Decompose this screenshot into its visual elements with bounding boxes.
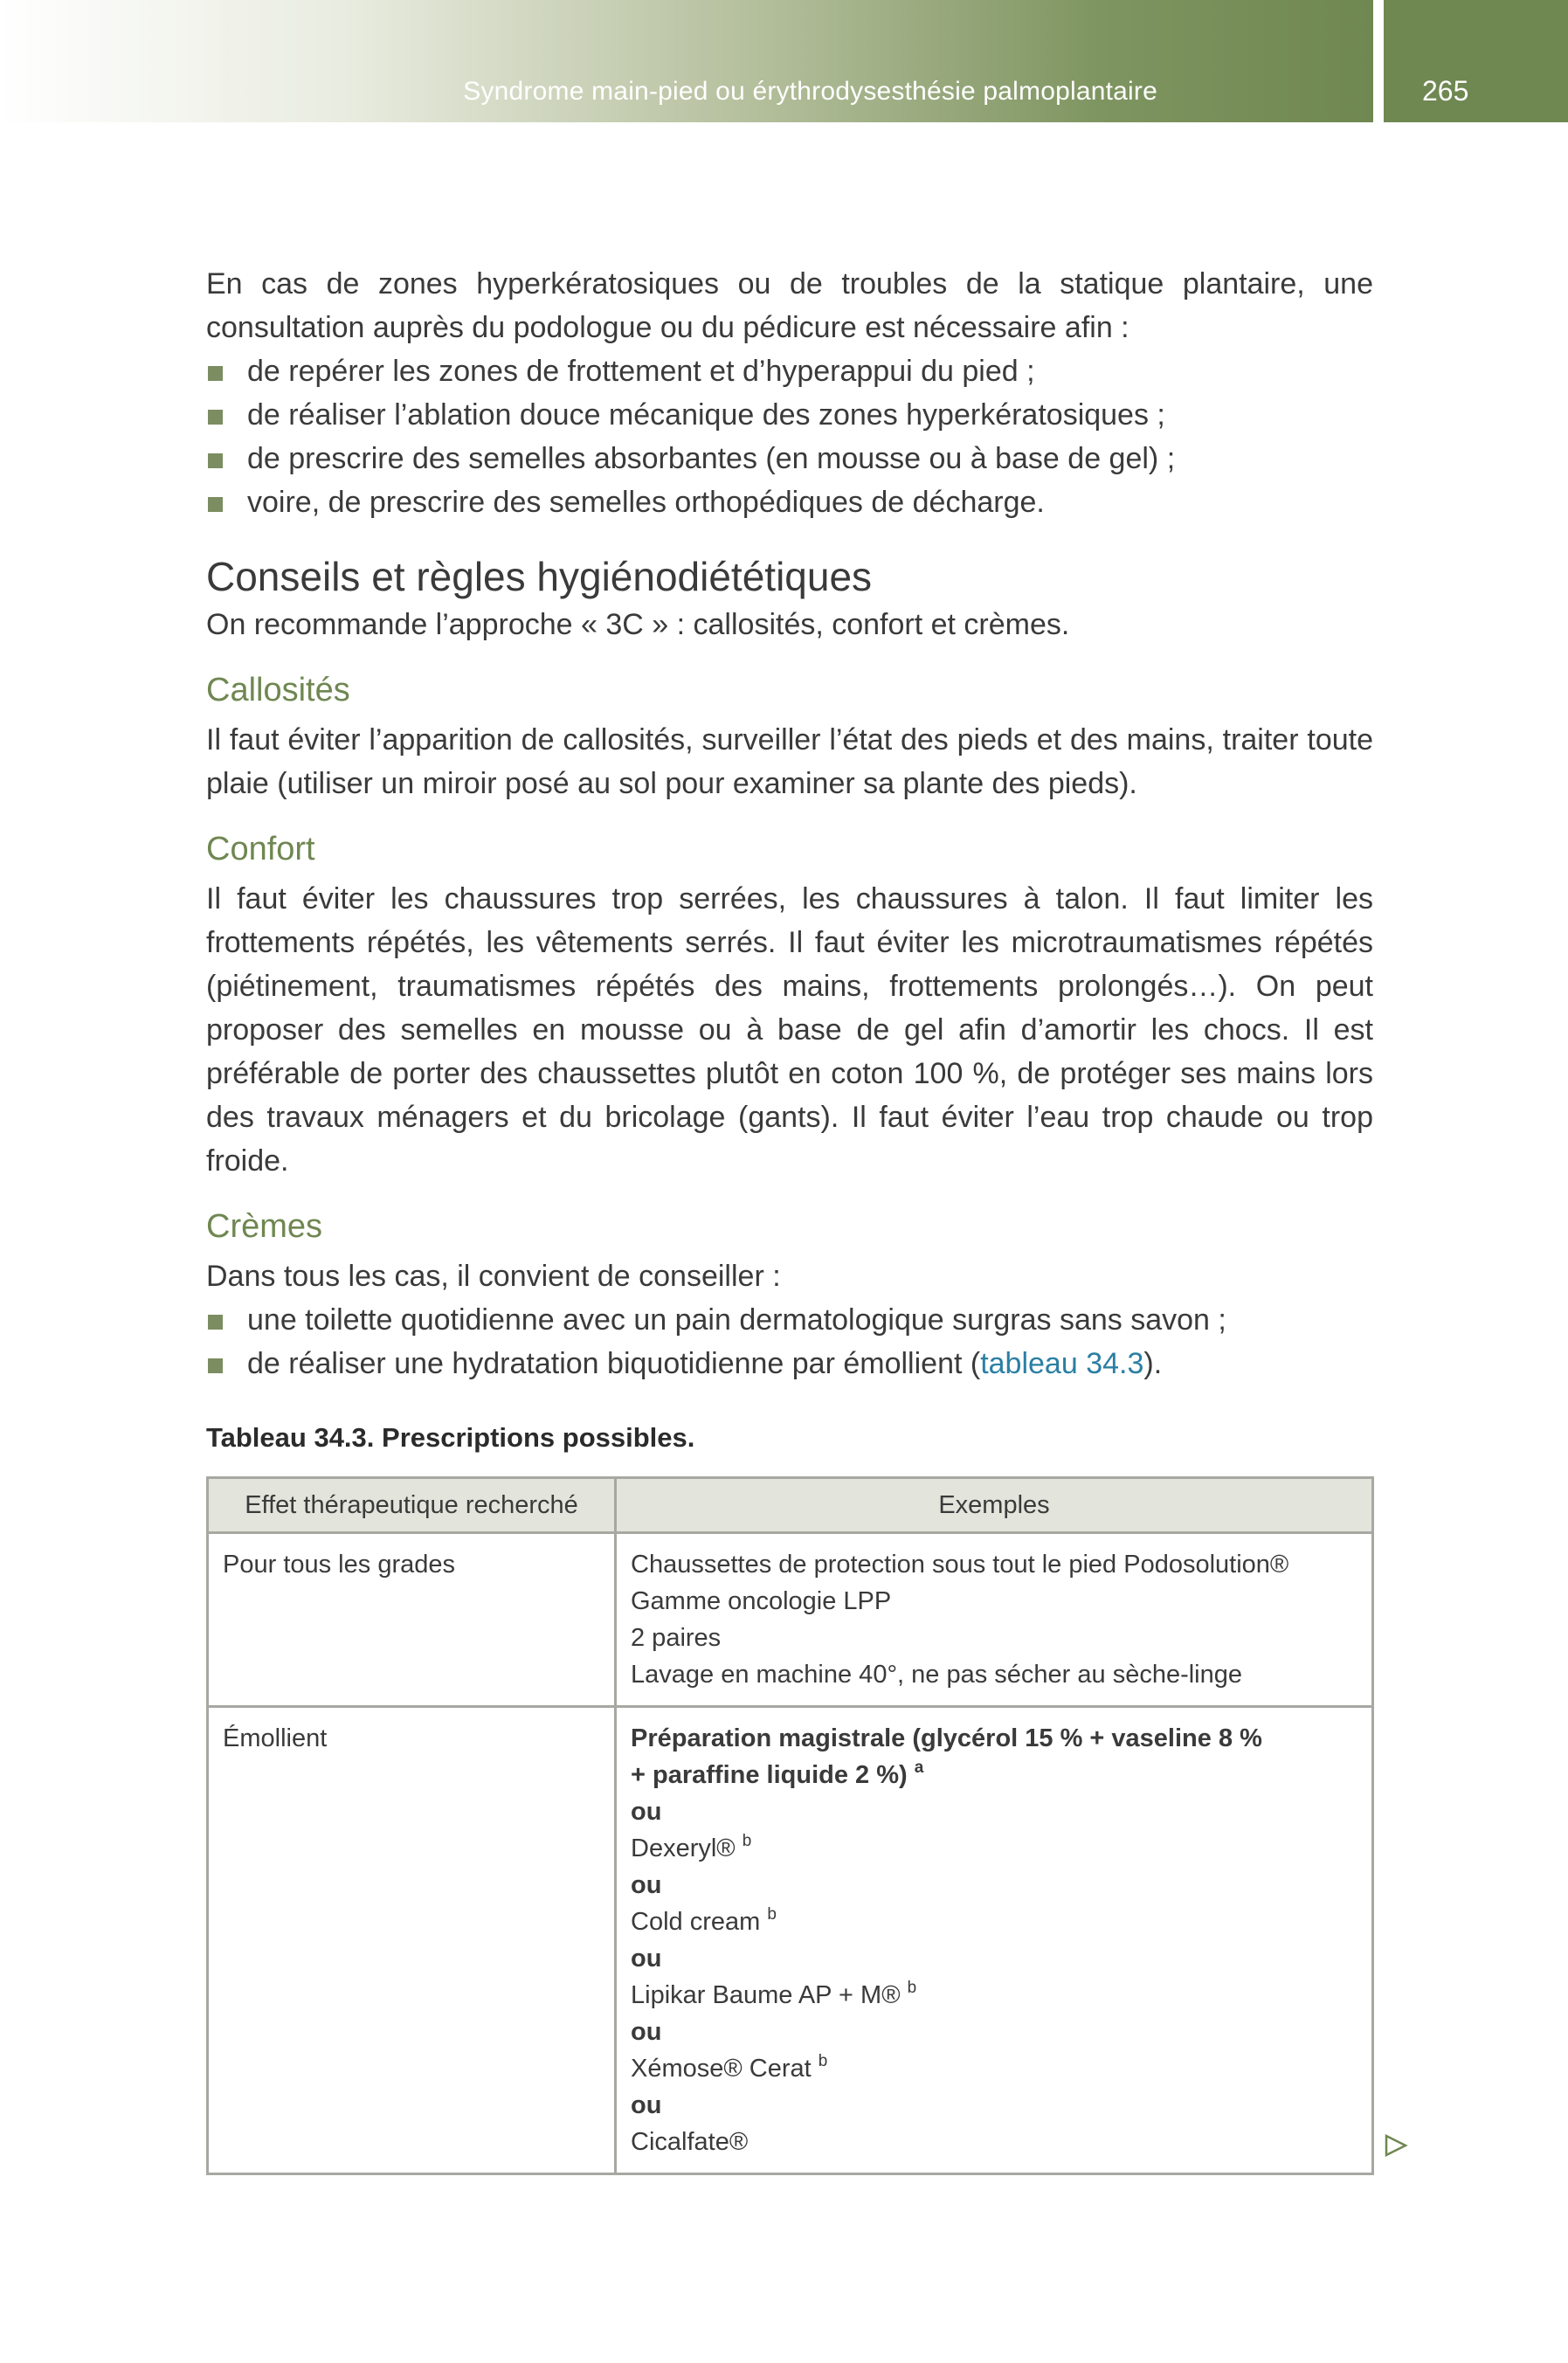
example-line: 2 paires — [631, 1624, 722, 1652]
table-reference-link[interactable]: tableau 34.3 — [980, 1347, 1144, 1380]
list-item: une toilette quotidienne avec un pain dermatologique surgras sans savon ; — [206, 1298, 1373, 1342]
example-line: Lavage en machine 40°, ne pas sécher au sèche-linge — [631, 1661, 1243, 1689]
table-cell-examples — [616, 1707, 1373, 2174]
section-lead: On recommande l’approche « 3C » : callosités, confort et crèmes. — [206, 608, 1070, 641]
footnote-marker: b — [907, 1979, 917, 1997]
list-item: de prescrire des semelles absorbantes (en mousse ou à base de gel) ; — [206, 437, 1373, 480]
or-separator: ou — [631, 1798, 662, 1826]
running-header-title: Syndrome main-pied ou érythrodysesthésie palmoplantaire — [463, 77, 1157, 106]
column-header-effect: Effet thérapeutique recherché — [208, 1478, 616, 1533]
list-item: de réaliser une hydratation biquotidienne par émollient (tableau 34.3). — [206, 1342, 1373, 1385]
callosites-paragraph: Il faut éviter l’apparition de callosités, surveiller l’état des pieds et des mains, traiter toute plaie (utiliser un miroir posé au sol pour examiner sa plante des pieds). — [206, 723, 1373, 800]
subsection-title-cremes: Crèmes — [206, 1208, 323, 1245]
subsection-title-confort: Confort — [206, 831, 315, 867]
footnote-marker: b — [767, 1905, 777, 1924]
table-header-row — [208, 1478, 1373, 1533]
square-bullet-icon — [208, 497, 223, 512]
product-line: Cold cream $^b$ — [631, 1905, 777, 1936]
footnote-marker: b — [742, 1832, 752, 1850]
cremes-lead: Dans tous les cas, il convient de conseiller : — [206, 1260, 781, 1293]
product-line: Lipikar Baume AP + M® $^b$ — [631, 1979, 917, 2009]
product-line: Cicalfate® — [631, 2128, 749, 2156]
list-item: de réaliser l’ablation douce mécanique des zones hyperkératosiques ; — [206, 393, 1373, 437]
example-line: Gamme oncologie LPP — [631, 1587, 892, 1615]
square-bullet-icon — [208, 453, 223, 468]
section-title: Conseils et règles hygiénodiététiques — [206, 554, 873, 599]
square-bullet-icon — [208, 366, 223, 381]
or-separator: ou — [631, 1871, 662, 1899]
table-caption: Tableau 34.3. Prescriptions possibles. — [206, 1422, 695, 1453]
prescriptions-table — [206, 1476, 1374, 2175]
list-item: voire, de prescrire des semelles orthopédiques de décharge. — [206, 480, 1373, 524]
magistral-preparation-line: Préparation magistrale (glycérol 15 % + vaseline 8 % — [631, 1724, 1262, 1752]
intro-paragraph: En cas de zones hyperkératosiques ou de troubles de la statique plantaire, une consultation auprès du podologue ou du pédicure est nécessaire afin : — [206, 267, 1373, 344]
product-line: Dexeryl® $^b$ — [631, 1832, 752, 1862]
running-header-band — [0, 0, 1373, 122]
page-number: 265 — [1422, 75, 1469, 107]
table-row — [208, 1533, 1373, 1707]
table-cell-effect: Pour tous les grades — [208, 1533, 616, 1707]
square-bullet-icon — [208, 410, 223, 425]
example-line: Chaussettes de protection sous tout le pied Podosolution® — [631, 1551, 1289, 1579]
or-separator: ou — [631, 1945, 662, 1973]
product-line: Xémose® Cerat $^b$ — [631, 2052, 828, 2083]
page-number-box — [1384, 0, 1568, 122]
square-bullet-icon — [208, 1358, 223, 1373]
or-separator: ou — [631, 2091, 662, 2119]
or-separator: ou — [631, 2018, 662, 2046]
footnote-marker: b — [818, 2052, 828, 2070]
table-cell-effect: Émollient — [208, 1707, 616, 2174]
footnote-marker: a — [914, 1758, 924, 1777]
square-bullet-icon — [208, 1315, 223, 1330]
column-header-examples: Exemples — [616, 1478, 1373, 1533]
confort-paragraph: Il faut éviter les chaussures trop serrées, les chaussures à talon. Il faut limiter les frottements répétés, les vêtements serrés. Il faut éviter les microtraumatismes répétés (piétinement, traumatismes répétés des mains, frottements prolongés…). On peut proposer des semelles en mousse ou à base de gel afin d’amortir les chocs. Il est préférable de porter des chaussettes plutôt en coton 100 %, de protéger ses mains lors des travaux ménagers et du bricolage (gants). Il faut éviter l’eau trop chaude ou trop froide. — [206, 882, 1373, 1178]
table-cell-examples — [616, 1533, 1373, 1707]
list-item: de repérer les zones de frottement et d’hyperappui du pied ; — [206, 349, 1373, 393]
main-content — [206, 262, 1373, 1385]
table-row — [208, 1707, 1373, 2174]
magistral-preparation-line: + paraffine liquide 2 %) $^a$ — [631, 1758, 924, 1789]
cremes-list — [206, 1298, 1373, 1385]
subsection-title-callosites: Callosités — [206, 672, 350, 708]
intro-list — [206, 349, 1373, 524]
triangle-right-outline-icon — [1384, 2133, 1408, 2158]
